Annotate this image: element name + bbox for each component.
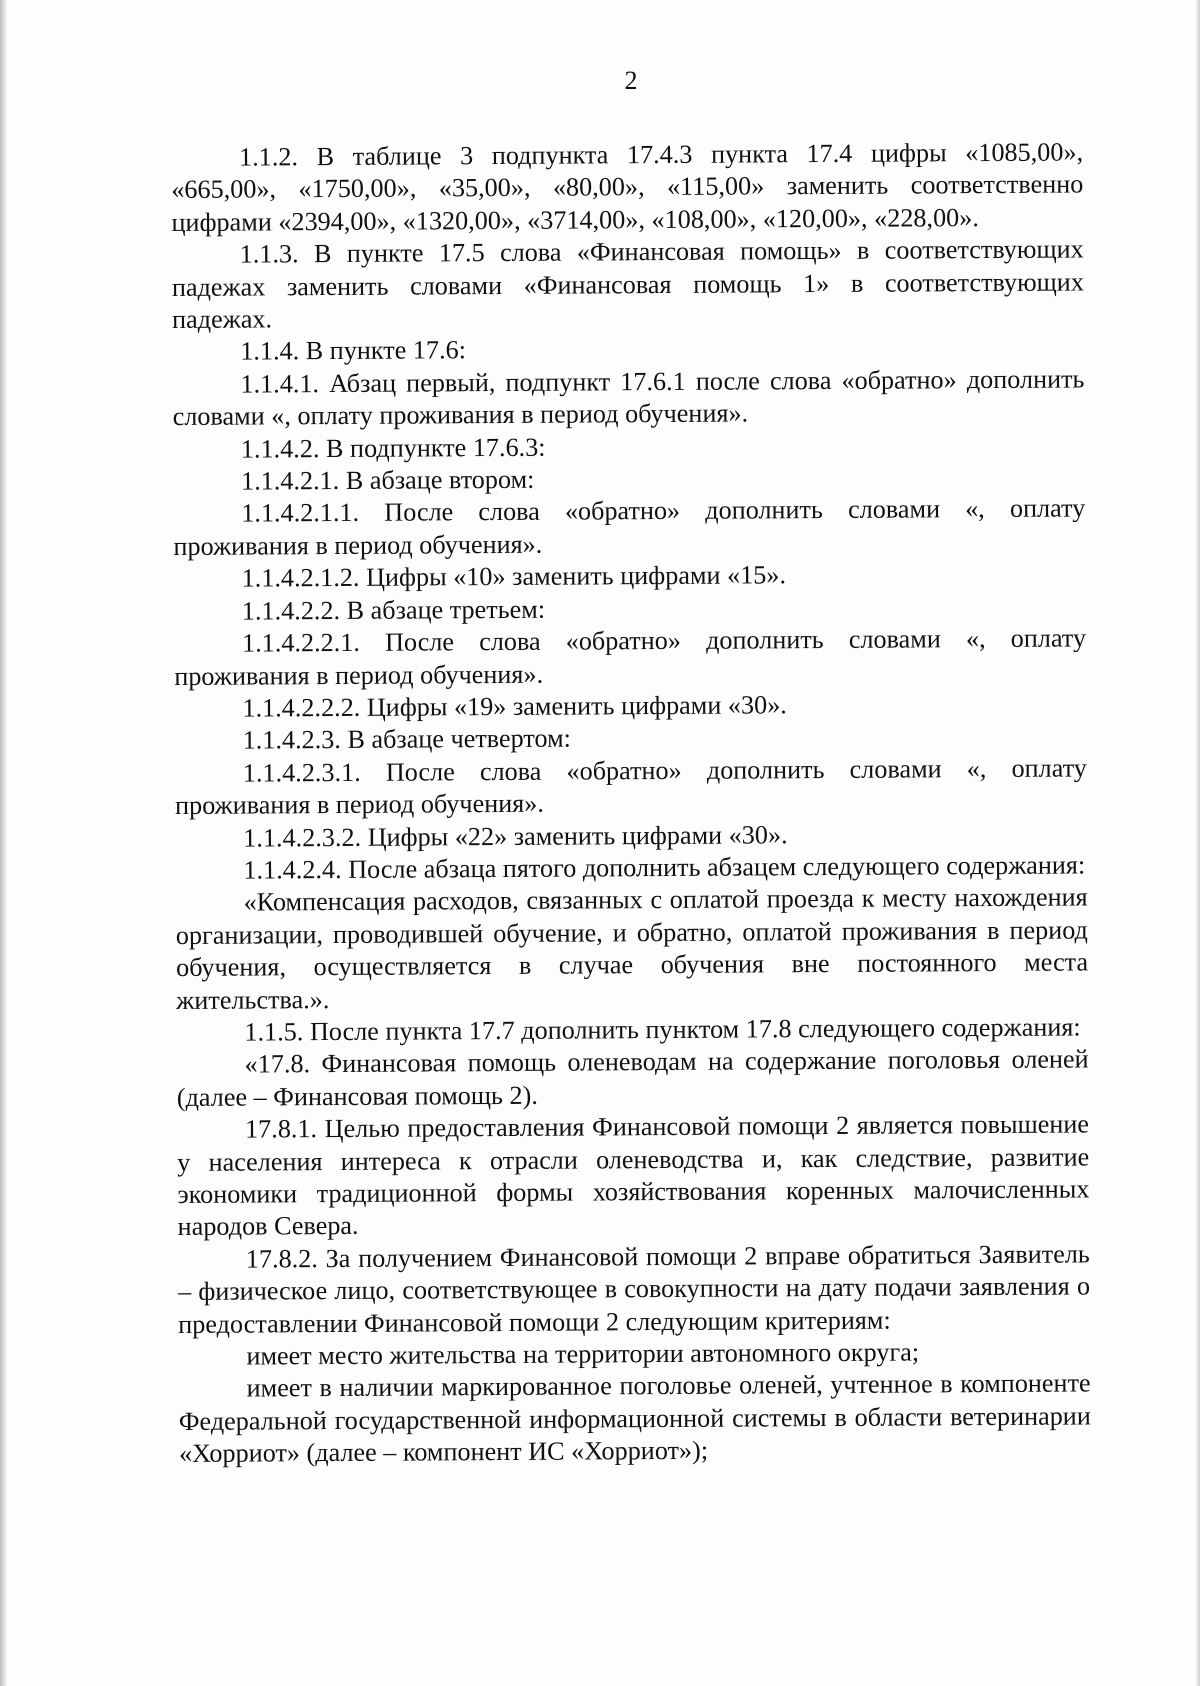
paragraph: 1.1.4.2.1. В абзаце втором: bbox=[240, 464, 535, 496]
paragraph: 17.8.2. За получением Финансовой помощи 2 вправе обратиться Заявитель – физическое лицо, соответствующее в совокупности на дату подачи заявления о предоставлении Финансовой помощи 2 следующим критериям: bbox=[177, 1239, 1091, 1339]
paragraph: 1.1.4.2.1.1. После слова «обратно» дополнить словами «, оплату проживания в период обучения». bbox=[173, 493, 1086, 561]
paragraph: 1.1.4.2.3.2. Цифры «22» заменить цифрами «30». bbox=[243, 819, 788, 853]
document-body bbox=[171, 136, 1091, 1470]
paragraph: 1.1.4.2. В подпункте 17.6.3: bbox=[240, 432, 546, 464]
paragraph: 1.1.4.2.2. В абзаце третьем: bbox=[241, 594, 546, 626]
paragraph: 1.1.4.2.2.2. Цифры «19» заменить цифрами «30». bbox=[242, 690, 787, 723]
page-number: 2 bbox=[624, 66, 638, 95]
paragraph: 1.1.4.2.3.1. После слова «обратно» дополнить словами «, оплату проживания в период обучения». bbox=[174, 753, 1087, 821]
paragraph: имеет в наличии маркированное поголовье оленей, учтенное в компоненте Федеральной государственной информационной системы в области ветеринарии «Хорриот» (далее – компонент ИС «Хорриот»); bbox=[178, 1368, 1091, 1469]
paragraph: 1.1.4. В пункте 17.6: bbox=[240, 335, 467, 367]
paragraph: 1.1.4.2.4. После абзаца пятого дополнить абзацем следующего содержания: bbox=[243, 850, 1086, 885]
paragraph: «17.8. Финансовая помощь оленеводам на содержание поголовья оленей (далее – Финансовая помощь 2). bbox=[176, 1044, 1089, 1112]
paragraph: «Компенсация расходов, связанных с оплатой проезда к месту нахождения организации, проводившей обучение, и обратно, оплатой проживания в период обучения, осуществляется в случае обучения вне постоянного места жительства.». bbox=[175, 882, 1089, 1015]
paragraph: 1.1.4.2.1.2. Цифры «10» заменить цифрами «15». bbox=[241, 560, 787, 593]
paragraph: 1.1.4.2.3. В абзаце четвертом: bbox=[242, 723, 571, 755]
paragraph: 17.8.1. Целью предоставления Финансовой помощи 2 является повышение у населения интереса к отрасли оленеводства и, как следствие, развитие экономики традиционной формы хозяйствования коренных малочисленных народов Севера. bbox=[177, 1109, 1090, 1242]
paragraph: 1.1.4.2.2.1. После слова «обратно» дополнить словами «, оплату проживания в период обучения». bbox=[174, 623, 1087, 691]
scan-edge-left bbox=[0, 0, 8, 1686]
paragraph: 1.1.5. После пункта 17.7 дополнить пунктом 17.8 следующего содержания: bbox=[244, 1012, 1081, 1047]
scan-edge-right bbox=[1195, 0, 1200, 1686]
paragraph: 1.1.3. В пункте 17.5 слова «Финансовая помощь» в соответствующих падежах заменить словами «Финансовая помощь 1» в соответствующих падежах. bbox=[171, 234, 1084, 335]
paragraph: 1.1.4.1. Абзац первый, подпункт 17.6.1 после слова «обратно» дополнить словами «, оплату проживания в период обучения». bbox=[172, 364, 1085, 432]
paragraph: 1.1.2. В таблице 3 подпункта 17.4.3 пункта 17.4 цифры «1085,00», «665,00», «1750,00», «35,00», «80,00», «115,00» заменить соответственно цифрами «2394,00», «1320,00», «3714,00», «108,00», «120,00», «228,00». bbox=[171, 137, 1084, 237]
paragraph: имеет место жительства на территории автономного округа; bbox=[246, 1337, 920, 1371]
